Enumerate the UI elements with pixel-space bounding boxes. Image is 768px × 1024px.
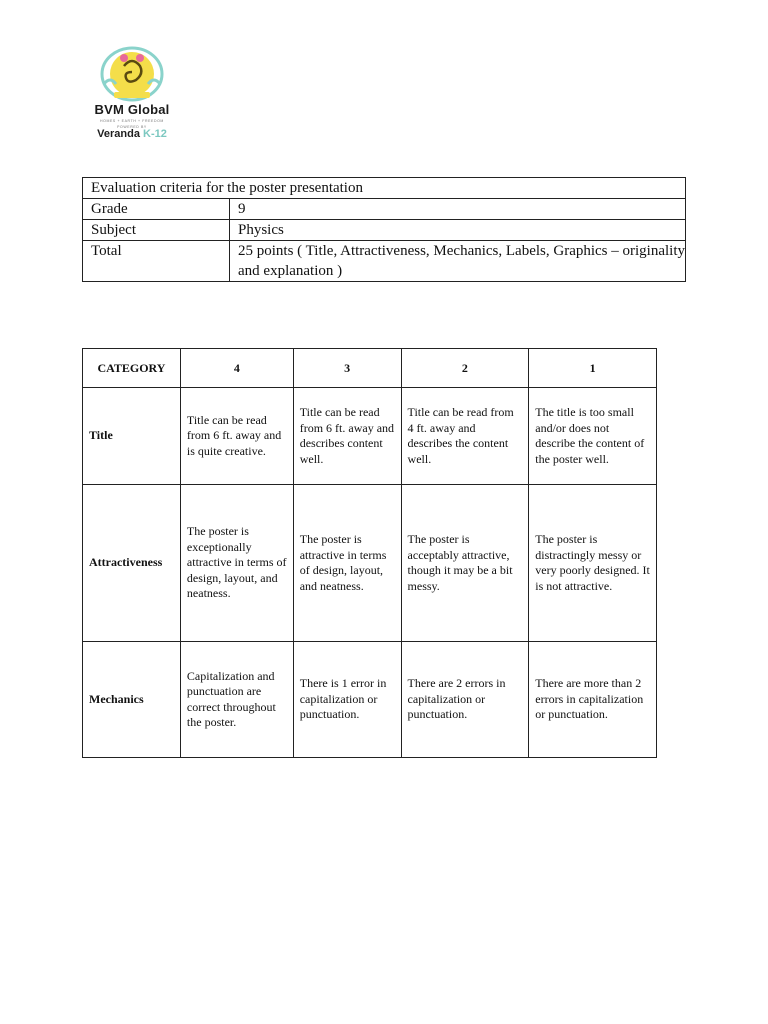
rubric-category: Attractiveness [83, 485, 181, 642]
logo-tagline: HOMES + EARTH + FREEDOM [100, 119, 164, 123]
rubric-header-4: 4 [180, 349, 293, 388]
info-value-total: 25 points ( Title, Attractiveness, Mechanics, Labels, Graphics – originality and explanation ) [230, 241, 686, 282]
rubric-cell: The poster is distractingly messy or very poorly designed. It is not attractive. [529, 485, 657, 642]
rubric-cell: The poster is exceptionally attractive in terms of design, layout, and neatness. [180, 485, 293, 642]
rubric-category: Mechanics [83, 642, 181, 758]
logo-title: BVM Global [94, 102, 170, 117]
rubric-cell: There are more than 2 errors in capitalization or punctuation. [529, 642, 657, 758]
rubric-cell: The poster is attractive in terms of design, layout, and neatness. [293, 485, 401, 642]
rubric-cell: There is 1 error in capitalization or punctuation. [293, 642, 401, 758]
logo-brand [84, 128, 180, 140]
info-key-subject: Subject [83, 220, 230, 241]
logo-powered-by: POWERED BY [117, 125, 147, 129]
evaluation-info-table [82, 177, 686, 282]
info-table-title: Evaluation criteria for the poster presentation [83, 178, 686, 199]
rubric-cell: There are 2 errors in capitalization or punctuation. [401, 642, 529, 758]
table-row [83, 199, 686, 220]
rubric-header-1: 1 [529, 349, 657, 388]
info-key-grade: Grade [83, 199, 230, 220]
logo-brand-accent: K-12 [143, 128, 167, 140]
rubric-row-mechanics [83, 642, 657, 758]
rubric-cell: Capitalization and punctuation are correct throughout the poster. [180, 642, 293, 758]
rubric-cell: Title can be read from 6 ft. away and is quite creative. [180, 388, 293, 485]
info-value-grade: 9 [230, 199, 686, 220]
table-row [83, 178, 686, 199]
rubric-table [82, 348, 657, 758]
rubric-row-attractiveness [83, 485, 657, 642]
table-row [83, 241, 686, 282]
rubric-category: Title [83, 388, 181, 485]
rubric-cell: Title can be read from 6 ft. away and describes content well. [293, 388, 401, 485]
info-value-subject: Physics [230, 220, 686, 241]
rubric-row-title [83, 388, 657, 485]
table-row [83, 220, 686, 241]
info-key-total: Total [83, 241, 230, 282]
rubric-header-3: 3 [293, 349, 401, 388]
rubric-cell: The title is too small and/or does not describe the content of the poster well. [529, 388, 657, 485]
rubric-cell: The poster is acceptably attractive, though it may be a bit messy. [401, 485, 529, 642]
logo-brand-main: Veranda [97, 128, 143, 140]
logo-emblem-icon [84, 44, 180, 102]
rubric-header-row [83, 349, 657, 388]
rubric-cell: Title can be read from 4 ft. away and describes the content well. [401, 388, 529, 485]
rubric-header-2: 2 [401, 349, 529, 388]
rubric-header-category: CATEGORY [83, 349, 181, 388]
bvm-global-logo [84, 44, 180, 142]
